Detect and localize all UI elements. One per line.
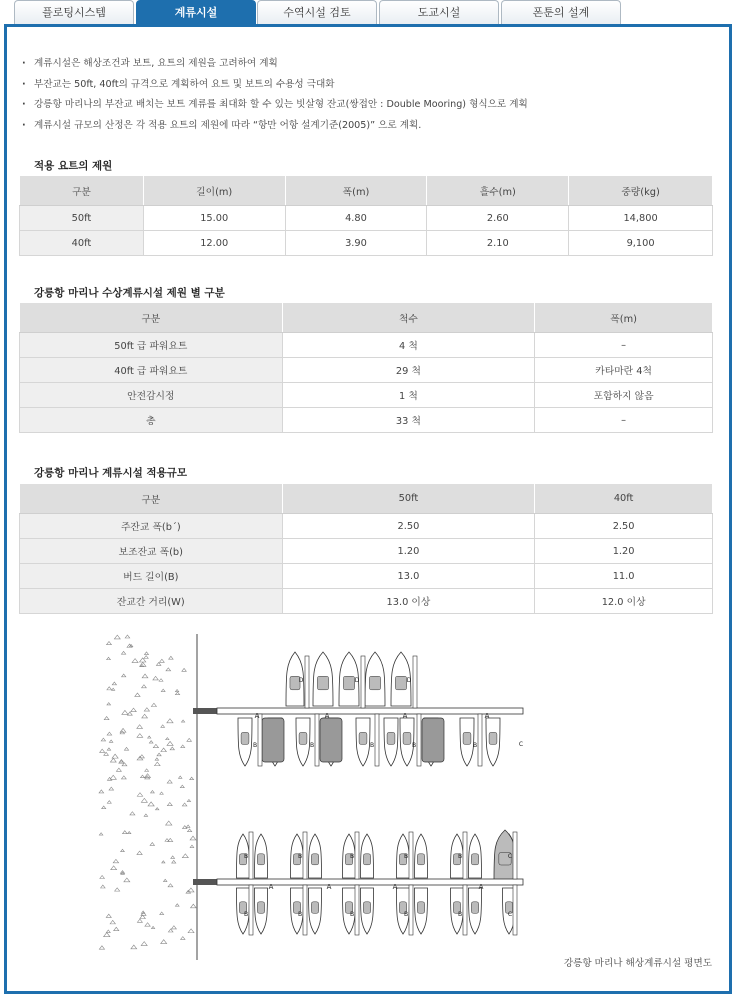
table-cell: 3.90 xyxy=(285,231,427,256)
quay-wall-gravel xyxy=(99,635,196,949)
gravel-mark xyxy=(142,714,148,718)
finger-pier xyxy=(355,885,359,935)
gravel-mark xyxy=(131,945,137,949)
gravel-mark xyxy=(166,668,171,671)
pier-label: A xyxy=(324,712,330,720)
gravel-mark xyxy=(141,798,147,802)
gravel-mark xyxy=(161,689,165,691)
gravel-mark xyxy=(187,738,192,741)
gravel-mark xyxy=(175,689,178,691)
table-cell: 9,100 xyxy=(569,231,713,256)
pier-label: B xyxy=(297,911,303,918)
gravel-mark xyxy=(107,748,110,750)
gravel-mark xyxy=(178,776,181,778)
boat-cabin xyxy=(257,902,264,914)
pier-label: D xyxy=(406,677,412,684)
gravel-mark xyxy=(161,940,167,944)
finger-pier xyxy=(413,656,417,708)
gravel-mark xyxy=(167,780,172,783)
gangway xyxy=(193,879,217,885)
pier-label: D xyxy=(298,677,304,684)
pier-label: B xyxy=(411,742,417,749)
table-cell: 2.60 xyxy=(427,206,569,231)
table-row xyxy=(20,539,713,564)
gravel-mark xyxy=(151,926,154,928)
table-cell: 15.00 xyxy=(143,206,285,231)
gravel-mark xyxy=(163,879,166,881)
pier-label: B xyxy=(309,742,315,749)
finger-pier xyxy=(315,714,319,766)
boat-cabin xyxy=(489,732,497,744)
intro-item: · 강릉항 마리나의 부잔교 배치는 보트 계류를 최대화 할 수 있는 빗살형 잔교(쌍접안 : Double Mooring) 형식으로 계획 xyxy=(22,95,712,116)
pier-label: B xyxy=(369,742,375,749)
finger-pier xyxy=(258,714,262,766)
gravel-mark xyxy=(157,753,161,756)
column-header: 40ft xyxy=(535,484,713,514)
boat-cabin xyxy=(417,902,424,914)
gravel-mark xyxy=(137,734,143,738)
pier-label: B xyxy=(243,853,249,860)
gravel-mark xyxy=(110,758,116,762)
gravel-mark xyxy=(171,926,176,929)
finger-pier xyxy=(409,885,413,935)
boat-cabin xyxy=(311,902,318,914)
catamaran xyxy=(422,718,444,762)
row-header: 총 xyxy=(20,408,283,433)
gravel-mark xyxy=(171,856,175,858)
gravel-mark xyxy=(161,725,165,727)
finger-pier xyxy=(305,656,309,708)
pier-label: B xyxy=(457,853,463,860)
gravel-mark xyxy=(141,942,147,946)
catamaran xyxy=(262,718,284,762)
table-cell: 2.50 xyxy=(535,514,713,539)
finger-pier xyxy=(361,656,365,708)
gravel-mark xyxy=(114,635,120,639)
gravel-mark xyxy=(159,679,163,682)
row-header: 40ft 급 파워요트 xyxy=(20,358,283,383)
pier-label: A xyxy=(326,883,332,891)
gravel-mark xyxy=(122,710,128,714)
table-cell: 33 척 xyxy=(282,408,535,433)
gravel-mark xyxy=(107,641,112,644)
boat-cabin xyxy=(369,676,380,690)
gravel-mark xyxy=(144,656,148,659)
table-cell: 1 척 xyxy=(282,383,535,408)
row-header: 잔교간 거리(W) xyxy=(20,589,283,614)
finger-pier xyxy=(417,714,421,766)
gravel-mark xyxy=(165,839,169,842)
gravel-mark xyxy=(125,635,130,638)
gravel-mark xyxy=(188,929,194,933)
gravel-mark xyxy=(153,744,158,747)
boat-cabin xyxy=(417,854,424,865)
gravel-mark xyxy=(182,803,187,806)
column-header: 구분 xyxy=(20,176,144,206)
intro-item: · 계류시설 규모의 산정은 각 적용 요트의 제원에 따라 “항만 어항 설계기준(2005)” 으로 계획. xyxy=(22,116,712,137)
gravel-mark xyxy=(110,920,115,923)
gravel-mark xyxy=(190,777,194,780)
gravel-mark xyxy=(135,693,140,696)
intro-item: · 계류시설은 해상조건과 보트, 요트의 제원을 고려하여 계획 xyxy=(22,54,712,75)
column-header: 구분 xyxy=(20,484,283,514)
table-row xyxy=(20,408,713,433)
gravel-mark xyxy=(99,833,103,835)
boat-cabin xyxy=(471,854,478,865)
gravel-mark xyxy=(156,663,160,666)
intro-list xyxy=(22,54,712,136)
gravel-mark xyxy=(122,674,126,677)
gravel-mark xyxy=(145,769,149,772)
pier-label: C xyxy=(507,911,513,918)
gravel-mark xyxy=(148,736,151,738)
gravel-mark xyxy=(99,790,104,793)
table-cell: 4 척 xyxy=(282,333,535,358)
main-pier xyxy=(217,708,523,714)
table-cell: 2.10 xyxy=(427,231,569,256)
gravel-mark xyxy=(169,656,173,659)
gravel-mark xyxy=(172,860,176,863)
gravel-mark xyxy=(137,793,142,797)
finger-pier xyxy=(355,832,359,879)
gravel-mark xyxy=(151,791,155,793)
gravel-mark xyxy=(160,912,164,915)
table-row xyxy=(20,231,713,256)
intro-item: · 부잔교는 50ft, 40ft의 규격으로 계획하여 요트 및 보트의 수용성 극대화 xyxy=(22,75,712,96)
table-row xyxy=(20,589,713,614)
pier-label: B xyxy=(403,911,409,918)
finger-pier xyxy=(249,885,253,935)
gravel-mark xyxy=(144,652,148,655)
table-row xyxy=(20,564,713,589)
pier-label: B xyxy=(297,853,303,860)
table-cell: 12.00 xyxy=(143,231,285,256)
finger-pier xyxy=(409,832,413,879)
gravel-mark xyxy=(109,787,114,790)
pier-label: A xyxy=(478,883,484,891)
gravel-mark xyxy=(175,692,179,695)
gravel-mark xyxy=(111,866,117,870)
catamaran xyxy=(320,718,342,762)
gravel-mark xyxy=(132,659,138,663)
column-header: 흘수(m) xyxy=(427,176,569,206)
gravel-mark xyxy=(187,829,191,832)
gravel-mark xyxy=(112,754,118,758)
finger-pier xyxy=(513,832,517,879)
gravel-mark xyxy=(181,937,185,940)
column-header: 50ft xyxy=(282,484,535,514)
gravel-mark xyxy=(154,762,160,766)
gravel-mark xyxy=(142,685,147,688)
gravel-mark xyxy=(107,657,111,659)
gravel-mark xyxy=(181,720,184,722)
pier-label: B xyxy=(349,853,355,860)
boat-cabin xyxy=(363,854,370,865)
gravel-mark xyxy=(181,745,185,748)
gravel-mark xyxy=(156,808,159,810)
table-header-row xyxy=(20,303,713,333)
gravel-mark xyxy=(145,774,151,778)
gangway xyxy=(193,708,217,714)
pier-label: B xyxy=(243,911,249,918)
gravel-mark xyxy=(167,741,173,745)
table-header-row xyxy=(20,484,713,514)
table-row xyxy=(20,383,713,408)
gravel-mark xyxy=(110,775,116,779)
boat-cabin xyxy=(387,732,395,744)
gravel-mark xyxy=(123,831,128,834)
gravel-mark xyxy=(182,668,186,671)
column-header: 중량(kg) xyxy=(569,176,713,206)
table-cell: 12.0 이상 xyxy=(535,589,713,614)
row-header: 50ft xyxy=(20,206,144,231)
pier-label: A xyxy=(392,883,398,891)
table-cell: 29 척 xyxy=(282,358,535,383)
tab-pontoon-design[interactable]: 폰툰의 설계 xyxy=(501,0,621,24)
finger-pier xyxy=(478,714,482,766)
boat-cabin xyxy=(359,732,367,744)
tab-water-area-review[interactable]: 수역시설 검토 xyxy=(257,0,377,24)
gravel-mark xyxy=(153,676,158,680)
section-title-mooring-by-spec: 강릉항 마리나 수상계류시설 제원 별 구분 xyxy=(34,287,225,299)
gravel-mark xyxy=(175,904,179,906)
gravel-mark xyxy=(116,768,121,771)
finger-pier xyxy=(303,832,307,879)
table-cell: 13.0 이상 xyxy=(282,589,535,614)
boat-cabin xyxy=(463,732,471,744)
table-cell: 카타마란 4척 xyxy=(535,358,713,383)
tab-bar xyxy=(0,0,733,26)
column-header: 폭(m) xyxy=(535,303,713,333)
column-header: 구분 xyxy=(20,303,283,333)
section-title-mooring-scale: 강릉항 마리나 계류시설 적용규모 xyxy=(34,467,187,479)
table-cell: 4.80 xyxy=(285,206,427,231)
pier-label: B xyxy=(349,911,355,918)
gravel-mark xyxy=(112,682,116,685)
finger-pier xyxy=(463,885,467,935)
gravel-mark xyxy=(167,803,172,806)
table-cell: 14,800 xyxy=(569,206,713,231)
pier-label: C xyxy=(507,853,513,860)
gravel-mark xyxy=(150,843,154,846)
pier-label: D xyxy=(354,677,360,684)
gravel-mark xyxy=(106,914,111,917)
boat-cabin xyxy=(363,902,370,914)
gravel-mark xyxy=(109,740,113,742)
gravel-mark xyxy=(167,719,173,723)
gravel-mark xyxy=(115,888,120,891)
gravel-mark xyxy=(187,799,190,801)
gravel-mark xyxy=(151,703,156,706)
moored-boats xyxy=(237,652,517,934)
gravel-mark xyxy=(182,854,188,858)
table-cell: 1.20 xyxy=(282,539,535,564)
boat-cabin xyxy=(257,854,264,865)
gravel-mark xyxy=(107,687,112,690)
table-cell: 포함하지 않음 xyxy=(535,383,713,408)
boat-cabin xyxy=(471,902,478,914)
table-row xyxy=(20,514,713,539)
gravel-mark xyxy=(170,747,174,750)
tab-floating-system[interactable]: 플로팅시스템 xyxy=(14,0,134,24)
gravel-mark xyxy=(160,792,163,794)
gravel-mark xyxy=(161,748,167,752)
tab-mooring-facility[interactable]: 계류시설 xyxy=(136,0,256,26)
gravel-mark xyxy=(159,659,164,662)
gravel-mark xyxy=(140,775,144,778)
row-header: 50ft 급 파워요트 xyxy=(20,333,283,358)
pier-label: A xyxy=(254,712,260,720)
gravel-mark xyxy=(166,738,169,740)
gravel-mark xyxy=(102,806,106,809)
gravel-mark xyxy=(114,927,119,930)
finger-pier xyxy=(249,832,253,879)
boat-cabin xyxy=(395,676,406,690)
gravel-mark xyxy=(142,674,148,678)
gravel-mark xyxy=(104,752,109,755)
gravel-mark xyxy=(124,878,130,882)
finger-pier xyxy=(375,714,379,766)
gravel-mark xyxy=(100,875,105,878)
gravel-mark xyxy=(144,708,149,711)
pier-label: B xyxy=(252,742,258,749)
table-row xyxy=(20,358,713,383)
pier-label: C xyxy=(518,741,524,748)
finger-pier xyxy=(463,832,467,879)
gravel-mark xyxy=(190,836,196,840)
gravel-mark xyxy=(137,725,143,729)
gravel-mark xyxy=(166,821,172,825)
pier-label: B xyxy=(403,853,409,860)
table-row xyxy=(20,206,713,231)
boat-cabin xyxy=(343,676,354,690)
gravel-mark xyxy=(137,851,142,854)
section-title-yacht-specs: 적용 요트의 제원 xyxy=(34,160,113,172)
gravel-mark xyxy=(113,859,118,863)
finger-pier xyxy=(513,885,517,935)
table-cell: – xyxy=(535,333,713,358)
gravel-mark xyxy=(145,923,150,926)
gravel-mark xyxy=(107,732,112,735)
row-header: 주잔교 폭(b´) xyxy=(20,514,283,539)
main-pier xyxy=(217,879,523,885)
gravel-mark xyxy=(180,785,184,788)
gravel-mark xyxy=(107,703,111,705)
gravel-mark xyxy=(155,758,158,760)
tab-bridge-facility[interactable]: 도교시설 xyxy=(379,0,499,24)
gravel-mark xyxy=(104,933,110,937)
gravel-mark xyxy=(104,717,109,720)
row-header: 40ft xyxy=(20,231,144,256)
gravel-mark xyxy=(162,861,165,863)
table-cell: 13.0 xyxy=(282,564,535,589)
column-header: 폭(m) xyxy=(285,176,427,206)
finger-pier xyxy=(303,885,307,935)
gravel-mark xyxy=(130,812,135,815)
gravel-mark xyxy=(148,802,154,806)
gravel-mark xyxy=(168,884,173,887)
gravel-mark xyxy=(191,904,197,908)
mooring-by-spec-table xyxy=(19,302,713,433)
boat-cabin xyxy=(299,732,307,744)
pier-label: A xyxy=(402,712,408,720)
gravel-mark xyxy=(101,738,105,741)
gravel-mark xyxy=(100,749,105,752)
boat-cabin xyxy=(311,854,318,865)
gravel-mark xyxy=(124,747,128,750)
gravel-mark xyxy=(120,760,123,762)
column-header: 길이(m) xyxy=(143,176,285,206)
gravel-mark xyxy=(190,845,194,847)
gravel-mark xyxy=(131,708,137,712)
pier-label: A xyxy=(484,712,490,720)
marina-plan-drawing xyxy=(95,634,535,960)
gravel-mark xyxy=(99,946,104,949)
pier-label: B xyxy=(472,742,478,749)
pier-label: B xyxy=(457,911,463,918)
gravel-mark xyxy=(107,801,111,804)
gravel-mark xyxy=(168,929,173,932)
table-cell: – xyxy=(535,408,713,433)
boat-cabin xyxy=(317,676,328,690)
gravel-mark xyxy=(121,849,125,851)
gravel-mark xyxy=(101,885,106,888)
table-cell: 1.20 xyxy=(535,539,713,564)
row-header: 보조잔교 폭(b) xyxy=(20,539,283,564)
gravel-mark xyxy=(106,930,110,933)
yacht-specs-table xyxy=(19,175,713,256)
boat-cabin xyxy=(241,732,249,744)
table-cell: 11.0 xyxy=(535,564,713,589)
gravel-mark xyxy=(121,651,125,654)
mooring-scale-table xyxy=(19,483,713,614)
drawing-caption: 강릉항 마리나 해상계류시설 평면도 xyxy=(563,958,712,969)
table-header-row xyxy=(20,176,713,206)
column-header: 척수 xyxy=(282,303,535,333)
gravel-mark xyxy=(137,919,142,922)
gravel-mark xyxy=(144,814,148,816)
row-header: 버드 길이(B) xyxy=(20,564,283,589)
table-row xyxy=(20,333,713,358)
table-cell: 2.50 xyxy=(282,514,535,539)
gravel-mark xyxy=(128,832,131,834)
row-header: 안전감시정 xyxy=(20,383,283,408)
gravel-mark xyxy=(121,776,126,779)
boat-cabin xyxy=(403,732,411,744)
gravel-mark xyxy=(186,825,190,827)
pier-label: A xyxy=(268,883,274,891)
gravel-mark xyxy=(149,741,153,743)
